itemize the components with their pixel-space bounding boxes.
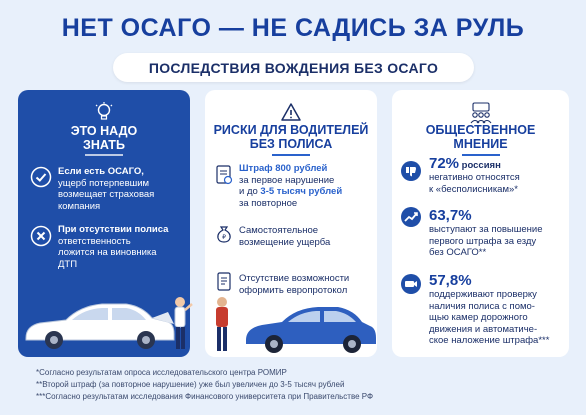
- people-group-icon: [469, 102, 493, 124]
- card3-stat-637: 63,7% выступают за повышение первого штрафа за езду без ОСАГО**: [429, 207, 543, 258]
- footnote-1: *Согласно результатам опроса исследовательского центра РОМИР: [36, 368, 287, 377]
- card1-item-without-policy: При отсутствии полиса ответственность ложится на виновника ДТП: [58, 224, 169, 270]
- card1-item-with-osago: Если есть ОСАГО, ущерб потерпевшим возмещает страховая компания: [58, 166, 155, 212]
- warning-triangle-icon: [280, 102, 302, 122]
- svg-text:₽: ₽: [222, 234, 226, 241]
- card2-item-compensation: Самостоятельное возмещение ущерба: [239, 225, 331, 248]
- card-public-opinion: [392, 90, 569, 357]
- thumbs-down-icon: [400, 160, 422, 182]
- trend-up-icon: [400, 206, 422, 228]
- fine-ticket-icon: [214, 164, 234, 186]
- subtitle-pill: [113, 53, 474, 82]
- card3-heading: ОБЩЕСТВЕННОЕ МНЕНИЕ: [425, 123, 536, 151]
- cross-circle-icon: [30, 225, 52, 247]
- card3-stat-578: 57,8% поддерживают проверку наличия полиса с помо- щью камер дорожного движения и автоматиче- ское наложение штрафа***: [429, 272, 550, 346]
- card2-item-euro-protocol: Отсутствие возможности оформить европротокол: [239, 273, 350, 296]
- card1-divider: [85, 154, 123, 156]
- card2-item-fine: Штраф 800 рублей за первое нарушение и до 3-5 тысяч рублей за повторное: [239, 163, 343, 209]
- lightbulb-icon: [94, 102, 114, 124]
- blue-car-illustration: [210, 290, 380, 360]
- card3-stat-72: 72% россиян негативно относятся к «бесполисникам»*: [429, 155, 520, 195]
- checkmark-circle-icon: [30, 166, 52, 188]
- damaged-car-illustration: [18, 290, 198, 358]
- card2-heading: РИСКИ ДЛЯ ВОДИТЕЛЕЙ БЕЗ ПОЛИСА: [213, 123, 369, 151]
- footnote-2: **Второй штраф (за повторное нарушение) уже был увеличен до 3-5 тысяч рублей: [36, 380, 345, 389]
- subtitle: ПОСЛЕДСТВИЯ ВОЖДЕНИЯ БЕЗ ОСАГО: [148, 60, 439, 76]
- card1-heading: ЭТО НАДО ЗНАТЬ: [70, 124, 138, 152]
- money-bag-icon: [214, 222, 234, 244]
- footnote-3: ***Согласно результатам исследования Финансового университета при Правительстве РФ: [36, 392, 374, 401]
- card2-divider: [272, 154, 310, 156]
- camera-icon: [400, 273, 422, 295]
- page-title: НЕТ ОСАГО — НЕ САДИСЬ ЗА РУЛЬ: [61, 14, 525, 42]
